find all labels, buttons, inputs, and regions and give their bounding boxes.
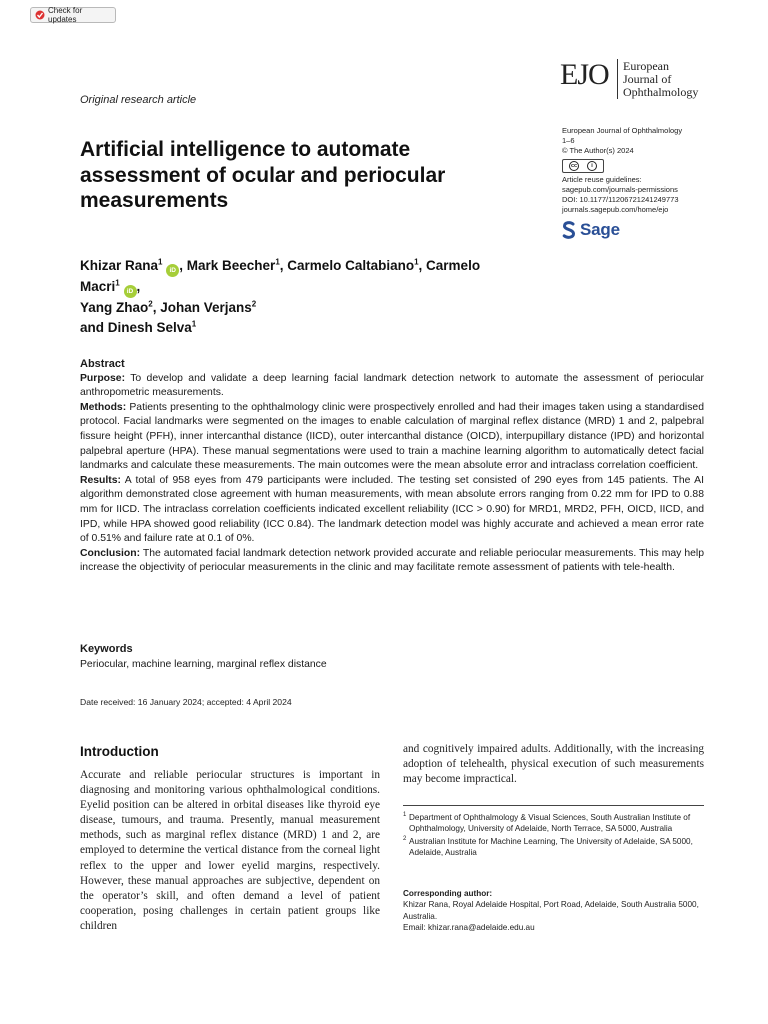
introduction-left-column: Accurate and reliable periocular structures is important in diagnosing and monitoring various ophthalmological conditions. Eyelid position can be altered in orbital diseases like thyroid eye disease, tumours, and trauma. Presently, manual measurement methods, such as marginal reflex distance (MRD) 1 and 2, are employed to determine the vertical distance from the corneal light reflex to the upper and lower eyelid margins, respectively. However, these manual approaches are subjective, dependent on the operator’s skill, and often demand a level of patient cooperation, posing challenges in certain patient groups like children: [80, 769, 380, 932]
journal-name-line: European: [623, 59, 669, 73]
crossmark-icon: [35, 10, 45, 20]
author-affiliation-number: 1: [414, 257, 419, 267]
author-affiliation-number: 1: [158, 257, 163, 267]
author-name[interactable]: Carmelo Macri: [80, 258, 481, 294]
meta-doi[interactable]: DOI: 10.1177/11206721241249773: [562, 195, 679, 204]
abstract-results-label: Results:: [80, 474, 121, 486]
abstract-conclusion-label: Conclusion:: [80, 547, 141, 559]
abstract-results: [80, 474, 704, 547]
keywords: [80, 642, 704, 672]
corresponding-author-email[interactable]: Email: khizar.rana@adelaide.edu.au: [403, 923, 535, 933]
check-for-updates-label: Check for updates: [48, 6, 83, 24]
journal-name-line: Journal of: [623, 72, 672, 86]
journal-logo-mark: EJO: [560, 58, 609, 91]
cc-icon: cc: [570, 163, 578, 169]
abstract-conclusion-text: The automated facial landmark detection network provided accurate and reliable periocular measurements. This may help increase the objectivity of periocular measurements in the clinic and may facilitate remote assessment of patients with tele-health.: [80, 547, 705, 574]
corresponding-author: [403, 888, 704, 934]
article-type: Original research article: [80, 94, 197, 106]
abstract-purpose-label: Purpose:: [80, 372, 126, 384]
introduction-heading: Introduction: [80, 744, 159, 759]
author-separator: ,: [179, 258, 187, 273]
abstract-methods-label: Methods:: [80, 401, 127, 413]
check-for-updates-button[interactable]: [30, 7, 116, 23]
footnote-divider: [403, 805, 704, 806]
abstract-methods: [80, 401, 704, 474]
introduction-right-column: and cognitively impaired adults. Additionally, with the increasing adoption of telehealth, physical execution of such measurements may become impractical.: [403, 743, 704, 786]
author-name[interactable]: Johan Verjans: [160, 300, 252, 315]
author-affiliation-number: 1: [275, 257, 280, 267]
author-affiliation-number: 2: [148, 299, 153, 309]
abstract-results-text: A total of 958 eyes from 479 participants were included. The testing set consisted of 290 eyes from 145 patients. The AI algorithm demonstrated close agreement with human measurements, with mean absolute errors ranging from 0.22 mm for IPD to 0.88 mm for IICD. The intraclass correlation coefficients indicated excellent reliability (ICC > 0.90) for MRD1, MRD2, PFH, OICD, IICD, and IPD, while HPA showed good reliability (ICC 0.84). The landmark detection model was highly accurate and achieved a mean error rate of 0.51% and failure rate at 0.1 of 0%.: [80, 474, 704, 545]
meta-copyright: © The Author(s) 2024: [562, 146, 634, 156]
article-title: Artificial intelligence to automate assessment of ocular and periocular measurements: [80, 138, 446, 212]
received-dates: Date received: 16 January 2024; accepted: 4 April 2024: [80, 697, 292, 707]
orcid-icon[interactable]: iD: [124, 285, 137, 298]
journal-logo-divider: [617, 59, 618, 99]
affiliation-number: 1: [403, 812, 407, 818]
abstract-conclusion: [80, 547, 704, 576]
keywords-heading: Keywords: [80, 643, 133, 655]
abstract-purpose: [80, 372, 704, 401]
author-name[interactable]: Yang Zhao: [80, 300, 149, 315]
affiliation-item: [403, 812, 704, 835]
author-name[interactable]: Mark Beecher: [186, 258, 276, 273]
abstract-purpose-text: To develop and validate a deep learning facial landmark detection network to automate the assessment of periocular anthropometric measurements.: [80, 372, 704, 399]
article-meta-links: [562, 175, 679, 215]
author-separator: ,: [152, 300, 161, 315]
affiliation-item: [403, 836, 704, 859]
author-affiliation-number: 1: [115, 278, 120, 288]
meta-pages: 1–6: [562, 136, 575, 146]
abstract: [80, 357, 704, 576]
author-separator: ,: [279, 258, 288, 273]
corresponding-author-address: Khizar Rana, Royal Adelaide Hospital, Port Road, Adelaide, South Australia 5000, Australia.: [403, 900, 699, 921]
meta-reuse-label: Article reuse guidelines:: [562, 175, 642, 184]
creative-commons-badge[interactable]: [562, 159, 604, 173]
cc-by-icon: i: [587, 161, 597, 171]
article-meta: [562, 126, 682, 157]
sage-wordmark: Sage: [580, 220, 620, 239]
orcid-icon[interactable]: iD: [166, 264, 179, 277]
sage-s-icon: [562, 221, 576, 239]
journal-name-line: Ophthalmology: [623, 85, 699, 99]
author-name[interactable]: Khizar Rana: [80, 258, 159, 273]
affiliation-text: Australian Institute for Machine Learning, The University of Adelaide, SA 5000, Adelaide, Australia: [409, 836, 693, 858]
author-separator: ,: [418, 258, 427, 273]
author-affiliation-number: 1: [191, 319, 197, 329]
affiliation-number: 2: [403, 835, 407, 842]
affiliation-text: Department of Ophthalmology & Visual Sciences, South Australian Institute of Ophthalmology, University of Adelaide, North Terrace, SA 5000, Australia: [409, 813, 691, 834]
author-separator: ,: [136, 279, 145, 294]
author-name[interactable]: and Dinesh Selva: [80, 320, 192, 335]
meta-journal: European Journal of Ophthalmology: [562, 126, 683, 135]
author-name[interactable]: Carmelo Caltabiano: [287, 258, 415, 273]
abstract-methods-text: Patients presenting to the ophthalmology clinic were prospectively enrolled and had their images taken using a standardised protocol. Facial landmarks were segmented on the images to enable calculation of marginal reflex distance (MRD) 1 and 2, palpebral fissure height (PFH), inner intercanthal distance (IICD), outer intercanthal distance (OICD), interpupillary distance (IPD) and horizontal palpebral aperture (HPA). These manual segmentations were used to train a machine learning algorithm to automatically detect facial landmarks and calculate these measurements. The main outcomes were the mean absolute error and intraclass correlation coefficient.: [80, 401, 704, 472]
journal-logo-name: [623, 60, 698, 99]
author-affiliation-number: 2: [251, 299, 257, 309]
abstract-heading: Abstract: [80, 358, 125, 370]
sage-logo: [562, 220, 620, 240]
author-list: [80, 256, 520, 338]
meta-reuse-link[interactable]: sagepub.com/journals-permissions: [562, 185, 678, 194]
affiliations: [403, 812, 704, 860]
corresponding-author-heading: Corresponding author:: [403, 889, 493, 898]
keywords-text: Periocular, machine learning, marginal reflex distance: [80, 659, 327, 670]
author-separator: [256, 300, 260, 315]
meta-home-link[interactable]: journals.sagepub.com/home/ejo: [562, 205, 669, 214]
